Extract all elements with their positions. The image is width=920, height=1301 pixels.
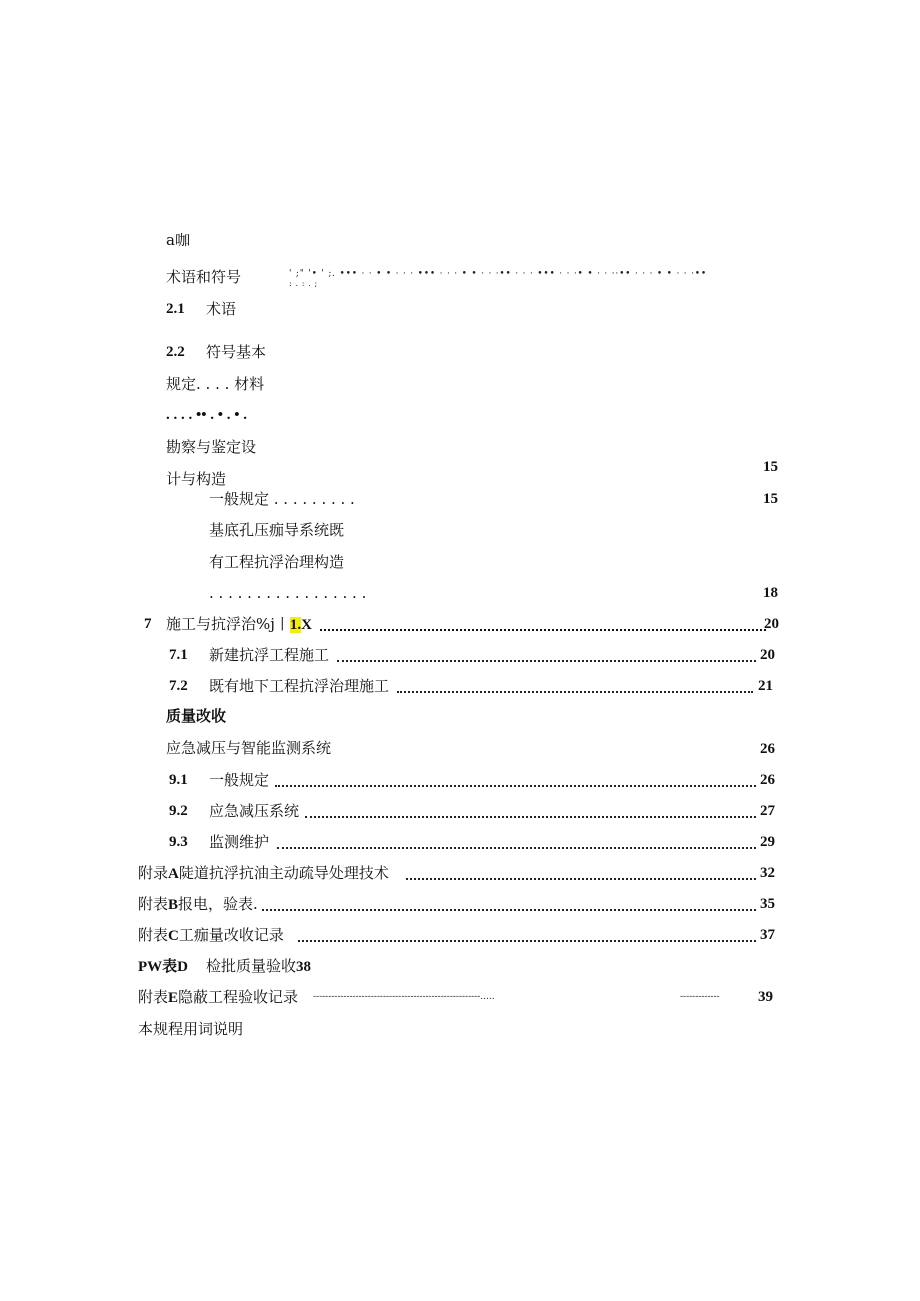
toc-general-rules: 一般规定 . . . . . . . . . (209, 490, 355, 508)
toc-7-highlight: 1. (289, 617, 302, 633)
toc-7-2-page: 21 (758, 678, 773, 694)
toc-7-title-group (166, 614, 312, 635)
toc-appendix-b-prefix: 附表 (138, 895, 169, 913)
toc-9-1-number: 9.1 (169, 772, 188, 788)
toc-appendix-e (138, 987, 298, 1008)
toc-appendix-e-title: 隐蔽工程验收记录 (178, 988, 299, 1006)
toc-7-1-leader (337, 660, 756, 662)
toc-appendix-e-page: 39 (758, 989, 773, 1005)
toc-7-1-title: 新建抗浮工程施工 (209, 646, 330, 664)
toc-9-3-page: 29 (760, 834, 775, 850)
toc-2-2-title: 符号基本 (206, 343, 267, 361)
toc-appendix-b-letter: B (168, 897, 179, 913)
toc-9-1-page: 26 (760, 772, 775, 788)
toc-appendix-d-prefix: PW表D (138, 959, 188, 975)
toc-7-title: 施工与抗浮治%j丨 (166, 615, 290, 633)
toc-existing-dots: . . . . . . . . . . . . . . . . . (209, 584, 367, 602)
toc-9-2-title: 应急减压系统 (209, 802, 300, 820)
toc-7-2-number: 7.2 (169, 678, 188, 694)
toc-terms-symbols: 术语和符号 (166, 268, 242, 286)
toc-appendix-a (138, 863, 389, 884)
toc-2-1-number: 2.1 (166, 301, 185, 317)
toc-existing-line: 有工程抗浮治理构造 (209, 553, 345, 571)
toc-appendix-a-page: 32 (760, 865, 775, 881)
toc-appendix-b-leader (262, 909, 756, 911)
toc-appendix-e-prefix: 附表 (138, 988, 169, 1006)
toc-wording: 本规程用词说明 (138, 1020, 244, 1038)
toc-dots-line: . . . . •• . • . • . (166, 407, 248, 423)
toc-appendix-c-leader (298, 940, 756, 942)
toc-7-2-leader (397, 691, 753, 693)
toc-2-2-number: 2.2 (166, 344, 185, 360)
toc-9-2-leader (305, 816, 756, 818)
toc-appendix-e-dashes-1: -------------------------------------------------------..... (313, 992, 495, 1002)
toc-appendix-d-page: 38 (296, 959, 312, 975)
toc-7-page: 20 (764, 616, 779, 632)
toc-7-number: 7 (144, 616, 152, 632)
toc-appendix-e-letter: E (168, 990, 179, 1006)
toc-basic-rules: 规定. . . . 材料 (166, 375, 265, 393)
toc-heading: a咖 (166, 231, 190, 249)
toc-base-line: 基底孔压痂导系统既 (209, 521, 345, 539)
toc-7-2-title: 既有地下工程抗浮治理施工 (209, 677, 390, 695)
toc-survey-line-2: 计与构造 (166, 470, 227, 488)
toc-appendix-b-page: 35 (760, 896, 775, 912)
toc-survey-line-1: 勘察与鉴定设 (166, 438, 257, 456)
toc-appendix-a-leader (406, 878, 756, 880)
toc-terms-leader: ' ;" '• ' ;. ••• · · • • · · · ••• · · · • • · · ·•• · · · ••• · · ·• • · · ··•• · · · • • · · ·•• (289, 269, 707, 279)
toc-appendix-a-letter: A (168, 866, 179, 882)
toc-general-rules-page: 15 (763, 491, 778, 507)
toc-appendix-d (138, 956, 311, 977)
toc-appendix-c-title: 工痂量改收记录 (178, 926, 284, 944)
toc-appendix-c-letter: C (168, 928, 179, 944)
toc-7-1-number: 7.1 (169, 647, 188, 663)
toc-quality: 质量改收 (166, 709, 227, 725)
toc-9-2-page: 27 (760, 803, 775, 819)
toc-appendix-c (138, 925, 284, 946)
toc-appendix-e-dashes-2: ------------- (680, 992, 720, 1002)
toc-7-leader (320, 629, 766, 631)
toc-7-1-page: 20 (760, 647, 775, 663)
toc-emergency-page: 26 (760, 741, 775, 757)
toc-survey-page: 15 (763, 459, 778, 475)
toc-appendix-c-prefix: 附表 (138, 926, 169, 944)
toc-appendix-c-page: 37 (760, 927, 775, 943)
toc-appendix-b-title: 报电，验表. (178, 895, 258, 913)
toc-appendix-b (138, 894, 258, 915)
toc-terms-leader-2: : . : . ; (289, 279, 318, 288)
toc-7-tail: X (301, 617, 312, 633)
toc-9-3-title: 监测维护 (209, 833, 270, 851)
toc-2-1-title: 术语 (206, 300, 237, 318)
toc-emergency: 应急减压与智能监测系统 (166, 739, 332, 757)
toc-9-3-number: 9.3 (169, 834, 188, 850)
toc-appendix-a-title: 陡道抗浮抗油主动疏导处理技术 (178, 864, 389, 882)
toc-9-1-title: 一般规定 (209, 771, 270, 789)
toc-existing-page: 18 (763, 585, 778, 601)
toc-appendix-d-title: 检批质量验收 (206, 957, 297, 975)
toc-9-1-leader (275, 785, 756, 787)
toc-9-2-number: 9.2 (169, 803, 188, 819)
toc-9-3-leader (277, 847, 756, 849)
toc-appendix-a-prefix: 附录 (138, 864, 169, 882)
